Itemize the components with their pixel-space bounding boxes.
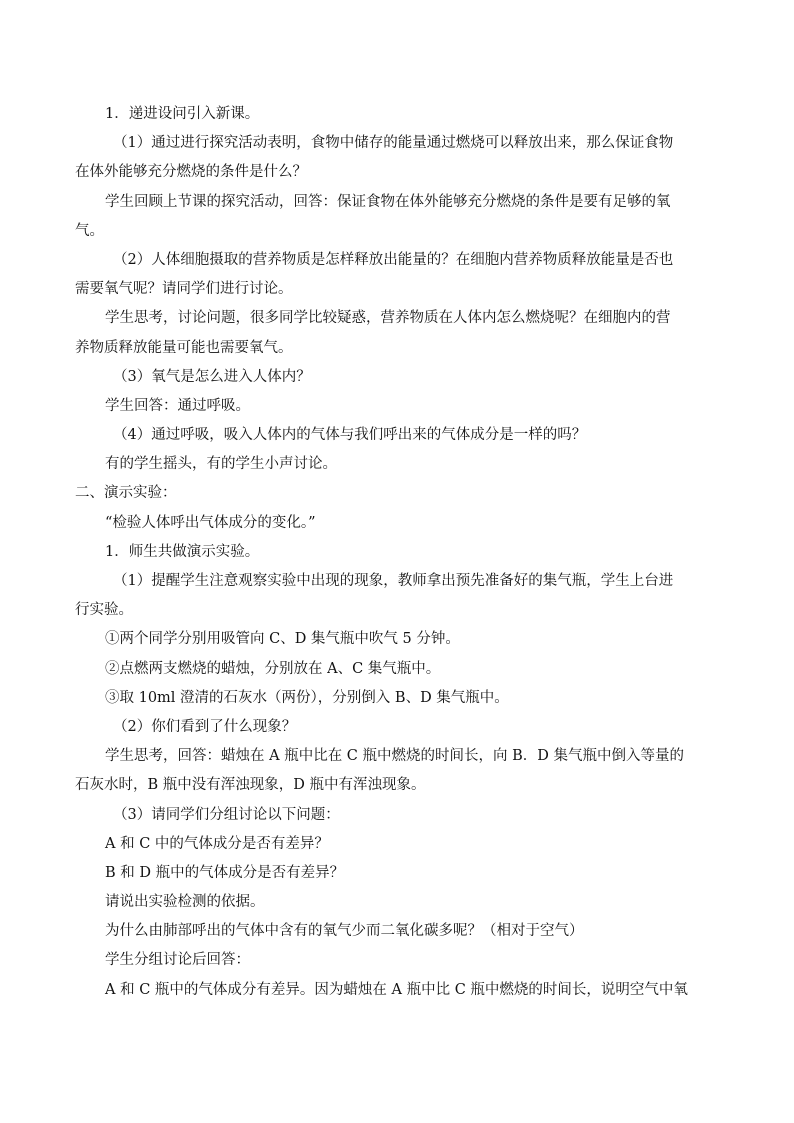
text-line: 需要氧气呢？请同学们进行讨论。 [75,281,293,298]
text-line: （2）你们看到了什么现象？ [113,718,297,735]
text-line: 气。 [75,222,104,239]
text-line: （2）人体细胞摄取的营养物质是怎样释放出能量的？在细胞内营养物质释放能量是否也 [113,251,674,268]
text-line: 石灰水时，B 瓶中没有浑浊现象，D 瓶中有浑浊现象。 [75,777,426,794]
text-line: （4）通过呼吸，吸入人体内的气体与我们呼出来的气体成分是一样的吗？ [113,427,587,444]
text-line: 为什么由肺部呼出的气体中含有的氧气少而二氧化碳多呢？（相对于空气） [105,923,584,940]
text-line: 学生回顾上节课的探究活动，回答：保证食物在体外能够充分燃烧的条件是要有足够的氧 [105,193,671,210]
text-line: ②点燃两支燃烧的蜡烛，分别放在 A、C 集气瓶中。 [105,660,441,677]
text-line: 学生思考，讨论问题，很多同学比较疑惑，营养物质在人体内怎么燃烧呢？在细胞内的营 [105,310,671,327]
text-line: 在体外能够充分燃烧的条件是什么？ [75,164,307,181]
text-line: （1）提醒学生注意观察实验中出现的现象，教师拿出预先准备好的集气瓶，学生上台进 [113,573,674,589]
text-line: B 和 D 瓶中的气体成分是否有差异？ [105,864,345,881]
text-line: 学生回答：通过呼吸。 [105,397,250,414]
text-line: A 和 C 中的气体成分是否有差异？ [105,835,329,852]
text-line: “检验人体呼出气体成分的变化。” [105,514,316,531]
text-line: （3）请同学们分组讨论以下问题： [113,806,340,823]
text-line: 有的学生摇头，有的学生小声讨论。 [105,456,337,473]
text-line: 学生分组讨论后回答： [105,952,250,969]
text-line: 行实验。 [75,602,133,619]
text-line: 学生思考，回答：蜡烛在 A 瓶中比在 C 瓶中燃烧的时间长，向 B．D 集气瓶中倒入等量的 [105,748,684,765]
text-line: （3）氧气是怎么进入人体内？ [113,368,311,385]
text-line: （1）通过进行探究活动表明，食物中储存的能量通过燃烧可以释放出来，那么保证食物 [113,135,674,152]
text-line: ③取 10ml 澄清的石灰水（两份），分别倒入 B、D 集气瓶中。 [105,689,509,706]
document-body [75,100,725,1005]
text-line: 养物质释放能量可能也需要氧气。 [75,339,293,356]
text-line: 请说出实验检测的依据。 [105,894,265,911]
text-line: ①两个同学分别用吸管向 C、D 集气瓶中吹气 5 分钟。 [105,631,460,648]
section-heading: 二、演示实验： [75,485,177,502]
text-line: 1．师生共做演示实验。 [105,543,260,560]
text-line: 1．递进设问引入新课。 [105,106,260,122]
text-line: A 和 C 瓶中的气体成分有差异。因为蜡烛在 A 瓶中比 C 瓶中燃烧的时间长，说明空气中氧 [105,981,688,998]
